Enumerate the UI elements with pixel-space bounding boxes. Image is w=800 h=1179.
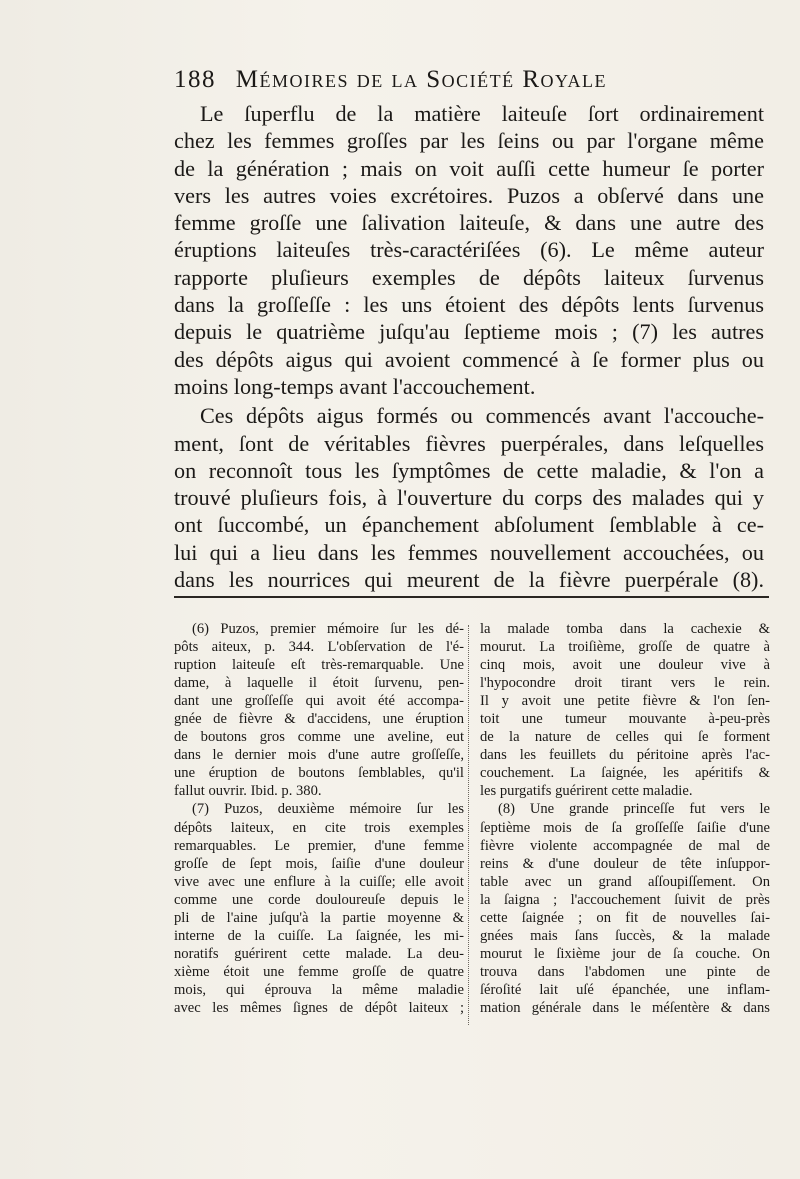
text-line: dans les nourrices qui meurent de la fièvre puerpérale (8).	[174, 567, 764, 593]
note-line: interne de la cuiſſe. La ſaignée, les mi-	[174, 927, 464, 944]
note-line: vive avec une enflure à la cuiſſe; elle avoit	[174, 873, 464, 890]
text-line: dans la groſſeſſe : les uns étoient des dépôts lents ſurvenus	[174, 292, 764, 318]
main-text	[174, 100, 764, 593]
text-line: chez les femmes groſſes par les ſeins ou par l'organe même	[174, 128, 764, 154]
note-line: table avec un grand aſſoupiſſement. On	[480, 873, 770, 890]
text-line: lui qui a lieu dans les femmes nouvellement accouchées, ou	[174, 539, 764, 565]
note-line: (7) Puzos, deuxième mémoire ſur les	[192, 801, 464, 818]
note-line: groſſe de ſept mois, ſaiſie d'une douleur	[174, 855, 464, 872]
note-line: ſeptième mois de ſa groſſeſſe ſaiſie d'une	[480, 819, 770, 836]
column-separator	[468, 625, 469, 1025]
text-line: ont ſuccombé, un épanchement abſolument ſemblable à ce-	[174, 512, 764, 538]
note-line: mourut le ſixième jour de ſa couche. On	[480, 945, 770, 962]
note-line: gnées mais ſans ſuccès, & la malade	[480, 927, 770, 944]
note-line: cette ſaignée ; on fit de nouvelles ſai-	[480, 909, 770, 926]
text-line: depuis le quatrième juſqu'au ſeptieme mois ; (7) les autres	[174, 319, 764, 345]
text-line: moins long-temps avant l'accouchement.	[174, 373, 536, 399]
note-line: remarquables. Le premier, d'une femme	[174, 837, 464, 854]
note-line: toit une tumeur mouvante à-peu-près	[480, 711, 770, 728]
note-line: mation générale dans le méſentère & dans	[480, 999, 770, 1016]
text-line: éruptions laiteuſes très-caractériſées (6). Le même auteur	[174, 237, 764, 263]
footnote-7-continued	[480, 620, 770, 800]
note-line: gnée de fièvre & d'accidens, une éruption	[174, 711, 464, 728]
note-line: de boutons gros comme une aveline, eut	[174, 729, 464, 746]
note-line: pôts aiteux, p. 344. L'obſervation de l'é-	[174, 639, 464, 656]
paragraph	[174, 402, 764, 593]
note-line: pli de l'aine juſqu'à la partie moyenne &	[174, 909, 464, 926]
note-line: une éruption de boutons ſemblables, qu'il	[174, 765, 464, 782]
note-line: cinq mois, avoit une douleur vive à	[480, 657, 770, 674]
note-line: dans le dernier mois d'une autre groſſeſſe,	[174, 747, 464, 764]
note-line: fièvre violente accompagnée de mal de	[480, 837, 770, 854]
note-line: comme une corde douloureuſe depuis le	[174, 891, 464, 908]
note-line: reins & d'une douleur de tête inſuppor-	[480, 855, 770, 872]
note-line: (8) Une grande princeſſe fut vers le	[498, 801, 770, 818]
note-line: la malade tomba dans la cachexie &	[480, 621, 770, 637]
note-line: Il y avoit une petite fièvre & l'on ſen-	[480, 693, 770, 710]
footnote-rule	[174, 596, 769, 598]
text-line: femme groſſe une ſalivation laiteuſe, & dans une autre des	[174, 210, 764, 236]
paragraph	[174, 100, 764, 400]
text-line: Ces dépôts aigus formés ou commencés avant l'accouche-	[200, 403, 764, 429]
running-header	[174, 66, 714, 94]
text-line: on reconnoît tous les ſymptômes de cette maladie, & l'on a	[174, 457, 764, 483]
note-line: ſéroſité lait uſé épanchée, une inflam-	[480, 981, 770, 998]
footnotes-right-column	[480, 620, 770, 1017]
text-line: ment, ſont de véritables fièvres puerpérales, dans leſquelles	[174, 430, 764, 456]
note-line: de la nature de celles qui ſe forment	[480, 729, 770, 746]
note-line: mois, qui éprouva la même maladie	[174, 981, 464, 998]
note-line: fallut ouvrir. Ibid. p. 380.	[174, 783, 322, 800]
note-line: trouva dans l'abdomen une pinte de	[480, 963, 770, 980]
note-line: avec les mêmes ſignes de dépôt laiteux ;	[174, 999, 464, 1016]
note-line: l'hypocondre droit tirant vers le rein.	[480, 675, 770, 692]
note-line: dame, à laquelle il étoit ſurvenu, pen-	[174, 675, 464, 692]
note-line: dépôts laiteux, en cite trois exemples	[174, 819, 464, 836]
text-line: rapporte pluſieurs exemples de dépôts laiteux ſurvenus	[174, 264, 764, 290]
note-line: la ſaigna ; l'accouchement ſuivit de près	[480, 891, 770, 908]
page-number: 188	[174, 66, 216, 93]
note-line: dant une groſſeſſe qui avoit été accompa-	[174, 693, 464, 710]
note-line: noratifs guérirent cette malade. La deu-	[174, 945, 464, 962]
footnote-6	[174, 620, 464, 800]
note-line: xième étoit une femme groſſe de quatre	[174, 963, 464, 980]
running-title: Mémoires de la Société Royale	[235, 66, 608, 93]
text-line: trouvé pluſieurs fois, à l'ouverture du corps des malades qui y	[174, 485, 764, 511]
text-line: Le ſuperflu de la matière laiteuſe ſort ordinairement	[200, 101, 764, 126]
note-line: couchement. La ſaignée, les apéritifs &	[480, 765, 770, 782]
footnote-7	[174, 800, 464, 1017]
footnotes-left-column	[174, 620, 464, 1017]
note-line: dans les feuillets du péritoine après l'ac-	[480, 747, 770, 764]
note-line: ruption laiteuſe eſt très-remarquable. Une	[174, 657, 464, 674]
footnote-8	[480, 800, 770, 1017]
note-line: mourut. La troiſième, groſſe de quatre à	[480, 639, 770, 656]
note-line: les purgatifs guérirent cette maladie.	[480, 783, 693, 800]
text-line: de la génération ; mais on voit auſſi cette humeur ſe porter	[174, 155, 764, 181]
text-line: vers les autres voies excrétoires. Puzos a obſervé dans une	[174, 182, 764, 208]
note-line: (6) Puzos, premier mémoire ſur les dé-	[192, 621, 464, 637]
text-line: des dépôts aigus qui avoient commencé à ſe former plus ou	[174, 346, 764, 372]
